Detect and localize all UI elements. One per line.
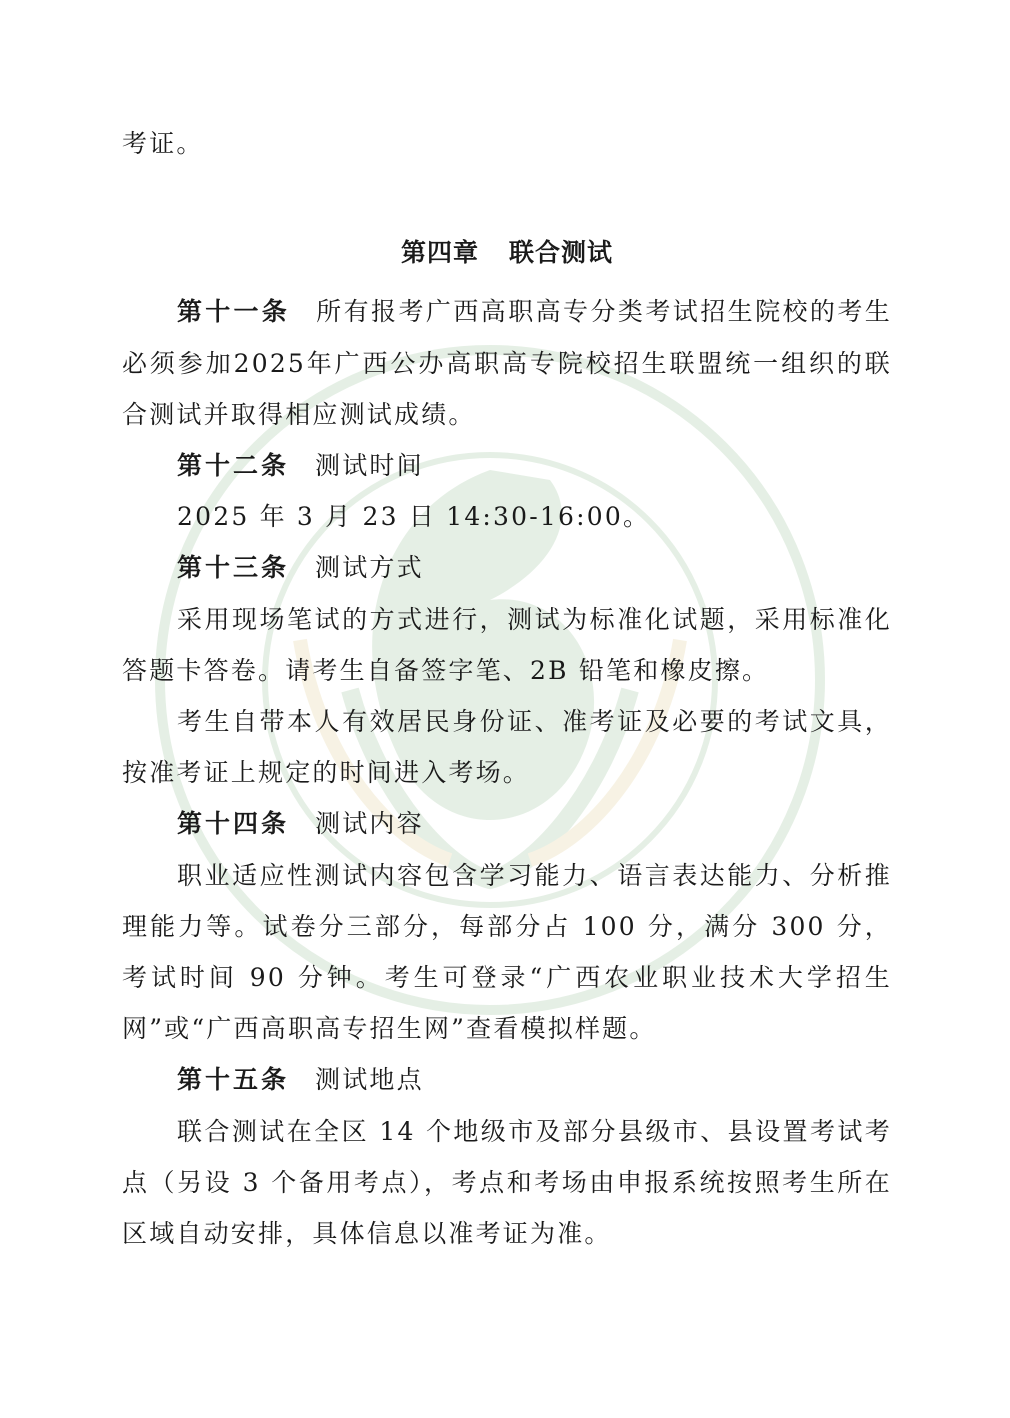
article-paragraph: 2025 年 3 月 23 日 14:30-16:00。 (177, 502, 651, 532)
article-title: 测试时间 (315, 451, 424, 481)
document-page (122, 118, 892, 1259)
article-paragraph: 考生自带本人有效居民身份证、准考证及必要的考试文具，按准考证上规定的时间进入考场。 (122, 707, 892, 788)
article-11 (122, 286, 892, 440)
article-label: 第十四条 (177, 809, 290, 839)
chapter-number: 第四章 (400, 238, 479, 268)
previous-paragraph-tail: 考证。 (122, 129, 204, 158)
article-label: 第十二条 (177, 451, 290, 481)
article-paragraph: 职业适应性测试内容包含学习能力、语言表达能力、分析推理能力等。试卷分三部分，每部分占 100 分，满分 300 分，考试时间 90 分钟。考生可登录“广西农业职业技术大学招生网”或“广西高职高专招生网”查看模拟样题。 (122, 860, 892, 1044)
article-14-heading (122, 798, 892, 849)
chapter-heading (122, 227, 892, 278)
article-label: 第十五条 (177, 1065, 290, 1095)
article-paragraph: 联合测试在全区 14 个地级市及部分县级市、县设置考试考点（另设 3 个备用考点），考点和考场由申报系统按照考生所在区域自动安排，具体信息以准考证为准。 (122, 1116, 892, 1249)
article-title: 测试方式 (315, 553, 424, 583)
chapter-title: 联合测试 (509, 238, 614, 268)
article-15-heading (122, 1054, 892, 1105)
article-paragraph: 采用现场笔试的方式进行，测试为标准化试题，采用标准化答题卡答卷。请考生自备签字笔、2B 铅笔和橡皮擦。 (122, 604, 892, 685)
article-13-heading (122, 542, 892, 593)
article-text: 所有报考广西高职高专分类考试招生院校的考生必须参加2025年广西公办高职高专院校招生联盟统一组织的联合测试并取得相应测试成绩。 (122, 297, 892, 429)
article-12-heading (122, 440, 892, 491)
article-title: 测试地点 (315, 1065, 424, 1095)
article-label: 第十一条 (177, 297, 290, 327)
article-label: 第十三条 (177, 553, 290, 583)
article-title: 测试内容 (315, 809, 424, 839)
